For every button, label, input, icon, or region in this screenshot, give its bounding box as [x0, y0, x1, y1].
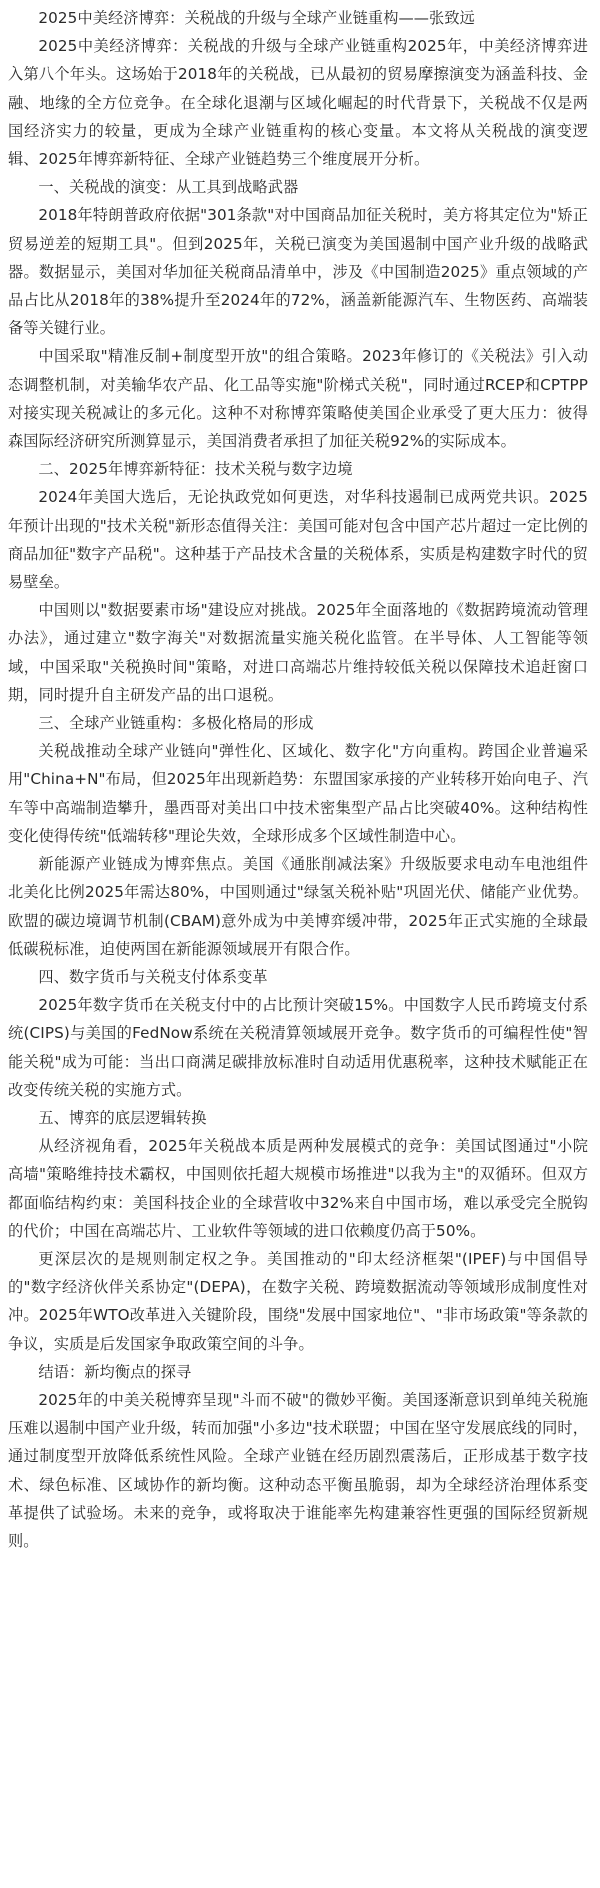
section-heading-1: 一、关税战的演变：从工具到战略武器	[38, 178, 299, 197]
conclusion-heading: 结语：新均衡点的探寻	[38, 1362, 192, 1381]
section-3-paragraph-1: 关税战推动全球产业链向"弹性化、区域化、数字化"方向重构。跨国企业普遍采用"China+N"布局，但2025年出现新趋势：东盟国家承接的产业转移开始向电子、汽车等中高端制造攀升，墨西哥对美出口中技术密集型产品占比突破40%。这种结构性变化使得传统"低端转移"理论失效，全球形成多个区域性制造中心。	[8, 742, 589, 845]
section-1-paragraph-2: 中国采取"精准反制+制度型开放"的组合策略。2023年修订的《关税法》引入动态调整机制，对美输华农产品、化工品等实施"阶梯式关税"，同时通过RCEP和CPTPP对接实现关税减让的多元化。这种不对称博弈策略使美国企业承受了更大压力：彼得森国际经济研究所测算显示，美国消费者承担了加征关税92%的实际成本。	[8, 347, 588, 451]
section-heading-3: 三、全球产业链重构：多极化格局的形成	[38, 714, 314, 733]
section-1-paragraph-1: 2018年特朗普政府依据"301条款"对中国商品加征关税时，美方将其定位为"矫正贸易逆差的短期工具"。但到2025年，关税已演变为美国遏制中国产业升级的战略武器。数据显示，美国对华加征关税商品清单中，涉及《中国制造2025》重点领域的产品占比从2018年的38%提升至2024年的72%，涵盖新能源汽车、生物医药、高端装备等关键行业。	[8, 206, 588, 338]
conclusion-paragraph: 2025年的中美关税博弈呈现"斗而不破"的微妙平衡。美国逐渐意识到单纯关税施压难以遏制中国产业升级，转而加强"小多边"技术联盟；中国在坚守发展底线的同时，通过制度型开放降低系统性风险。全球产业链在经历剧烈震荡后，正形成基于数字技术、绿色标准、区域协作的新均衡。这种动态平衡虽脆弱，却为全球经济治理体系变革提供了试验场。未来的竞争，或将取决于谁能率先构建兼容性更强的国际经贸新规则。	[8, 1390, 588, 1550]
section-2-paragraph-2: 中国则以"数据要素市场"建设应对挑战。2025年全面落地的《数据跨境流动管理办法》，通过建立"数字海关"对数据流量实施关税化监管。在半导体、人工智能等领域，中国采取"关税换时间"策略，对进口高端芯片维持较低关税以保障技术追赶窗口期，同时提升自主研发产品的出口退税。	[8, 601, 588, 704]
section-heading-5: 五、博弈的底层逻辑转换	[38, 1108, 207, 1127]
section-2-paragraph-1: 2024年美国大选后，无论执政党如何更迭，对华科技遏制已成两党共识。2025年预计出现的"技术关税"新形态值得关注：美国可能对包含中国产芯片超过一定比例的商品加征"数字产品税"。这种基于产品技术含量的关税体系，实质是构建数字时代的贸易壁垒。	[8, 488, 588, 592]
section-5-paragraph-2: 更深层次的是规则制定权之争。美国推动的"印太经济框架"(IPEF)与中国倡导的"数字经济伙伴关系协定"(DEPA)，在数字关税、跨境数据流动等领域形成制度性对冲。2025年WTO改革进入关键阶段，围绕"发展中国家地位"、"非市场政策"等条款的争议，实质是后发国家争取政策空间的斗争。	[8, 1249, 588, 1353]
section-3-paragraph-2: 新能源产业链成为博弈焦点。美国《通胀削减法案》升级版要求电动车电池组件北美化比例2025年需达80%，中国则通过"绿氢关税补贴"巩固光伏、储能产业优势。欧盟的碳边境调节机制(CBAM)意外成为中美博弈缓冲带，2025年正式实施的全球最低碳税标准，迫使两国在新能源领域展开有限合作。	[8, 855, 588, 958]
intro-paragraph: 2025中美经济博弈：关税战的升级与全球产业链重构2025年，中美经济博弈进入第八个年头。这场始于2018年的关税战，已从最初的贸易摩擦演变为涵盖科技、金融、地缘的全方位竞争。在全球化退潮与区域化崛起的时代背景下，关税战不仅是两国经济实力的较量，更成为全球产业链重构的核心变量。本文将从关税战的演变逻辑、2025年博弈新特征、全球产业链趋势三个维度展开分析。	[8, 37, 588, 169]
section-4-paragraph-1: 2025年数字货币在关税支付中的占比预计突破15%。中国数字人民币跨境支付系统(CIPS)与美国的FedNow系统在关税清算领域展开竞争。数字货币的可编程性使"智能关税"成为可能：当出口商满足碳排放标准时自动适用优惠税率，这种技术赋能正在改变传统关税的实施方式。	[8, 996, 588, 1099]
article-title: 2025中美经济博弈：关税战的升级与全球产业链重构——张致远	[38, 9, 475, 27]
section-heading-2: 二、2025年博弈新特征：技术关税与数字边境	[38, 460, 353, 479]
section-5-paragraph-1: 从经济视角看，2025年关税战本质是两种发展模式的竞争：美国试图通过"小院高墙"策略维持技术霸权，中国则依托超大规模市场推进"以我为主"的双循环。但双方都面临结构约束：美国科技企业的全球营收中32%来自中国市场，难以承受完全脱钩的代价；中国在高端芯片、工业软件等领域的进口依赖度仍高于50%。	[8, 1137, 588, 1240]
section-heading-4: 四、数字货币与关税支付体系变革	[38, 967, 268, 986]
